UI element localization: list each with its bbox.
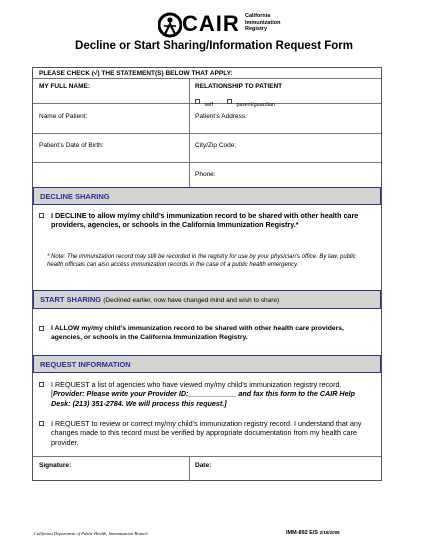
parent-guardian-label: parent/guardian: [236, 102, 275, 108]
allow-statement[interactable]: [39, 324, 375, 346]
decline-sharing-heading: DECLINE SHARING: [40, 192, 110, 201]
start-sharing-heading: START SHARING: [40, 295, 102, 304]
form-date: 2/15/2008: [319, 530, 340, 535]
start-sharing-header: [33, 290, 381, 309]
form-number: IMM-892 E/S: [286, 530, 319, 536]
request-review-text: I REQUEST to review or correct my/my child’s immunization registry record. I understand that any changes made to this record must be verified by appropriate documentation from my health care provider.: [51, 419, 362, 447]
request-info-heading: REQUEST INFORMATION: [40, 360, 131, 369]
name-relationship-row: [33, 79, 381, 108]
patient-name-label: Name of Patient:: [39, 113, 88, 120]
page-title: Decline or Start Sharing/Information Request Form: [75, 40, 353, 52]
request-list-text: I REQUEST a list of agencies who have viewed my/my child’s immunization registry record. [Provider: Please write your Provider ID:____________ and fax this form to the CAIR Help Desk: (213) 351-2784. We will process this request.]: [51, 380, 355, 408]
date-label: Date:: [195, 462, 212, 469]
decline-sharing-header: [33, 187, 381, 205]
patient-name-row: [33, 104, 381, 134]
footer-form-id: [286, 530, 340, 536]
allow-checkbox[interactable]: [39, 326, 44, 331]
request-review-checkbox[interactable]: [39, 421, 44, 426]
city-zip-label: City/Zip Code:: [195, 142, 237, 149]
request-info-header: [33, 355, 381, 373]
provider-instructions: Provider: Please write your Provider ID:____________ and fax this form to the CAIR Help Desk: (213) 351-2784. We will process this request.]: [51, 389, 355, 408]
relationship-label: RELATIONSHIP TO PATIENT: [195, 83, 283, 90]
decline-checkbox[interactable]: [39, 213, 44, 218]
request-list-checkbox[interactable]: [39, 382, 44, 387]
signature-divider: [189, 456, 190, 481]
logo-word: CAIR: [182, 11, 240, 36]
cair-logo-icon: [158, 12, 182, 38]
patient-address-label: Patient’s Address:: [195, 113, 247, 120]
column-divider: [189, 79, 190, 187]
decline-statement-text: I DECLINE to allow my/my child’s immunization record to be shared with other health care providers, agencies, or schools in the California Immunization Registry.*: [51, 211, 359, 230]
start-sharing-heading-wrap: [40, 295, 279, 304]
signature-row: [33, 456, 381, 481]
instructions-row: [33, 68, 381, 79]
logo-tagline: California Immunization Registry: [245, 13, 281, 32]
full-name-label: MY FULL NAME:: [39, 83, 91, 90]
allow-statement-text: I ALLOW my/my child’s immunization record to be shared with other health care providers, agencies, or schools in the California Immunization Registry.: [51, 325, 344, 341]
decline-note-text: * Note: The immunization record may still be recorded in the registry for use by your physician’s office. By law, public health officials can also access immunization records in the case of a public health emergency.: [47, 254, 356, 268]
phone-label: Phone:: [195, 171, 216, 178]
cair-logo: [158, 10, 298, 44]
patient-dob-row: [33, 134, 381, 163]
phone-row: [33, 163, 381, 187]
self-label: self: [204, 102, 214, 108]
request-review-item[interactable]: [39, 419, 375, 451]
decline-note: [39, 253, 375, 283]
request-form: [32, 67, 382, 481]
instructions-text: PLEASE CHECK (√) THE STATEMENT(S) BELOW THAT APPLY:: [39, 70, 233, 77]
request-list-item[interactable]: [39, 380, 375, 412]
start-sharing-subheading: (Declined earlier, now have changed mind and wish to share): [103, 297, 280, 304]
signature-label: Signature:: [39, 462, 72, 469]
dob-label: Patient’s Date of Birth:: [39, 142, 104, 149]
footer-agency: California Department of Public Health, Immunization Branch: [34, 531, 148, 536]
decline-statement[interactable]: [39, 211, 375, 243]
